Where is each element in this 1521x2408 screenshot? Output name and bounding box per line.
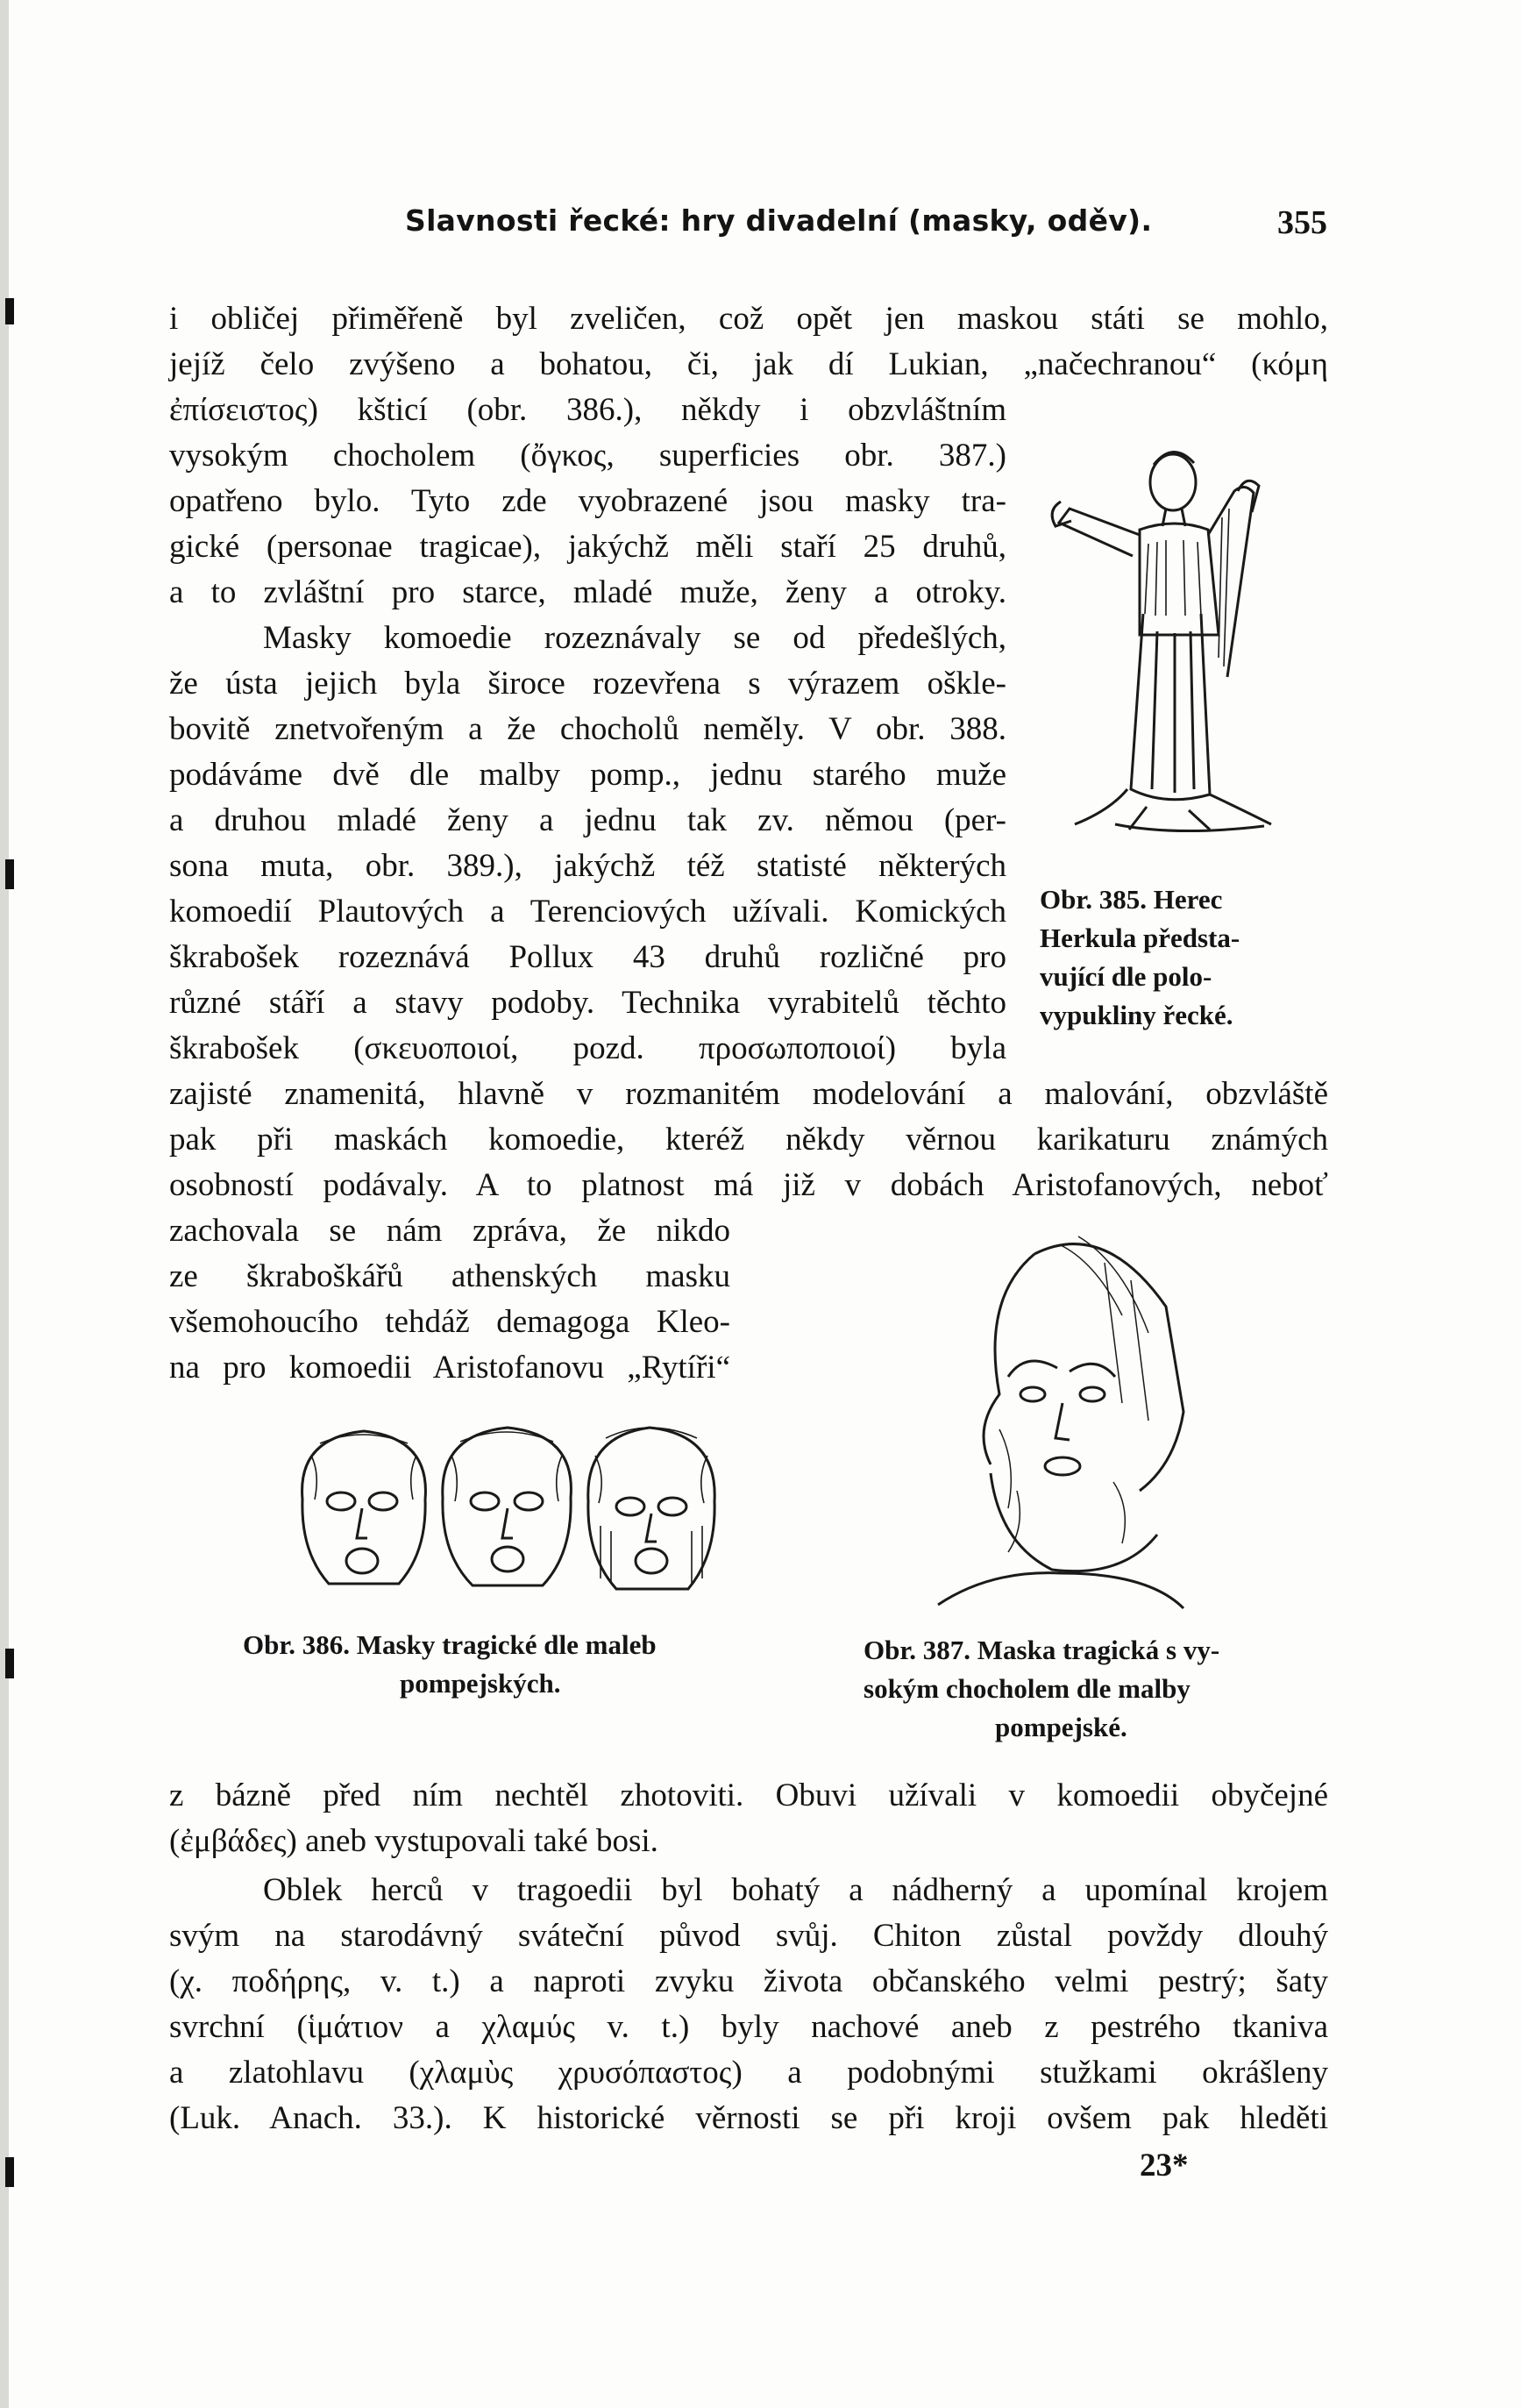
running-header (405, 203, 1327, 256)
figure-385-caption: Herkula předsta- (1040, 923, 1240, 953)
text-line: svým na starodávný sváteční původ svůj. Chiton zůstal povždy dlouhý (169, 1918, 1328, 1954)
figure-386-caption: Obr. 386. Masky tragické dle maleb (243, 1629, 657, 1660)
text-line: podáváme dvě dle malby pomp., jednu starého muže (169, 757, 1006, 793)
binding-edge (0, 0, 35, 2408)
text-line: sona muta, obr. 389.), jakýchž též statisté některých (169, 848, 1006, 884)
figure-386-caption: pompejských. (400, 1668, 561, 1699)
text-line: Oblek herců v tragoedii byl bohatý a nádherný a upomínal krojem (263, 1872, 1328, 1908)
signature-mark: 23* (1140, 2148, 1189, 2184)
text-line: bovitě znetvořeným a že chocholů neměly. V obr. 388. (169, 711, 1006, 747)
text-line: pak při maskách komoedie, kteréž někdy věrnou karikaturu známých (169, 1122, 1328, 1158)
figure-387-caption: sokým chocholem dle malby (864, 1673, 1191, 1704)
text-line: gické (personae tragicae), jakýchž měli staří 25 druhů, (169, 529, 1006, 565)
text-line: opatřeno bylo. Tyto zde vyobrazené jsou masky tra- (169, 483, 1006, 519)
figure-386-tragic-masks (285, 1421, 723, 1596)
text-line: ze škraboškářů athenských masku (169, 1258, 730, 1294)
figure-387-caption: Obr. 387. Maska tragická s vy- (864, 1635, 1220, 1665)
text-line: i obličej přiměřeně byl zveličen, což opět jen maskou státi se mohlo, (169, 301, 1328, 337)
text-line: komoedií Plautových a Terenciových užívali. Komických (169, 894, 1006, 930)
text-line: (χ. ποδήρης, v. t.) a naproti zvyku života občanského velmi pestrý; šaty (169, 1963, 1328, 1999)
figure-385-caption: Obr. 385. Herec (1040, 884, 1223, 915)
text-line: a druhou mladé ženy a jednu tak zv. němou (per- (169, 802, 1006, 838)
text-line: Masky komoedie rozeznávaly se od předešlých, (263, 620, 1006, 656)
text-line: svrchní (ἱμάτιον a χλαμύς v. t.) byly nachové aneb z pestrého tkaniva (169, 2009, 1328, 2045)
text-line: škrabošek (σκευοποιοί, pozd. προσωποποιοί) byla (169, 1030, 1006, 1066)
figure-385-caption: vující dle polo- (1040, 961, 1212, 992)
text-line: a to zvláštní pro starce, mladé muže, ženy a otroky. (169, 574, 1006, 610)
page-number: 355 (1277, 204, 1327, 241)
text-line: (Luk. Anach. 33.). K historické věrnosti se při kroji ovšem pak hleděti (169, 2100, 1328, 2136)
figure-385-actor-herkules (1034, 438, 1289, 859)
text-line: ἐπίσειστος) kšticí (obr. 386.), někdy i obzvláštním (169, 392, 1006, 428)
text-line: (ἐμβάδες) aneb vystupovali také bosi. (169, 1823, 658, 1859)
figure-385-caption: vypukliny řecké. (1040, 1000, 1233, 1030)
text-line: že ústa jejich byla široce rozevřena s výrazem oškle- (169, 666, 1006, 702)
text-line: vysokým chocholem (ὄγκος, superficies obr. 387.) (169, 438, 1006, 474)
text-line: z bázně před ním nechtěl zhotoviti. Obuvi užívali v komoedii obyčejné (169, 1778, 1328, 1813)
figure-387-tragic-mask-onkos (903, 1228, 1210, 1614)
text-line: zajisté znamenitá, hlavně v rozmanitém modelování a malování, obzvláště (169, 1076, 1328, 1112)
text-line: na pro komoedii Aristofanovu „Rytíři“ (169, 1350, 730, 1386)
text-line: škrabošek rozeznává Pollux 43 druhů rozličné pro (169, 939, 1006, 975)
figure-387-caption: pompejské. (995, 1712, 1127, 1742)
text-line: všemohoucího tehdáž demagoga Kleo- (169, 1304, 730, 1340)
text-line: jejíž čelo zvýšeno a bohatou, či, jak dí Lukian, „načechranou“ (κόμη (169, 346, 1328, 382)
header-title: Slavnosti řecké: hry divadelní (masky, oděv). (405, 203, 1153, 238)
text-line: a zlatohlavu (χλαμὺς χρυσόπαστος) a podobnými stužkami okrášleny (169, 2055, 1328, 2091)
text-line: osobností podávaly. A to platnost má již v dobách Aristofanových, neboť (169, 1167, 1328, 1203)
text-line: zachovala se nám zpráva, že nikdo (169, 1213, 730, 1249)
text-line: různé stáří a stavy podoby. Technika vyrabitelů těchto (169, 985, 1006, 1021)
